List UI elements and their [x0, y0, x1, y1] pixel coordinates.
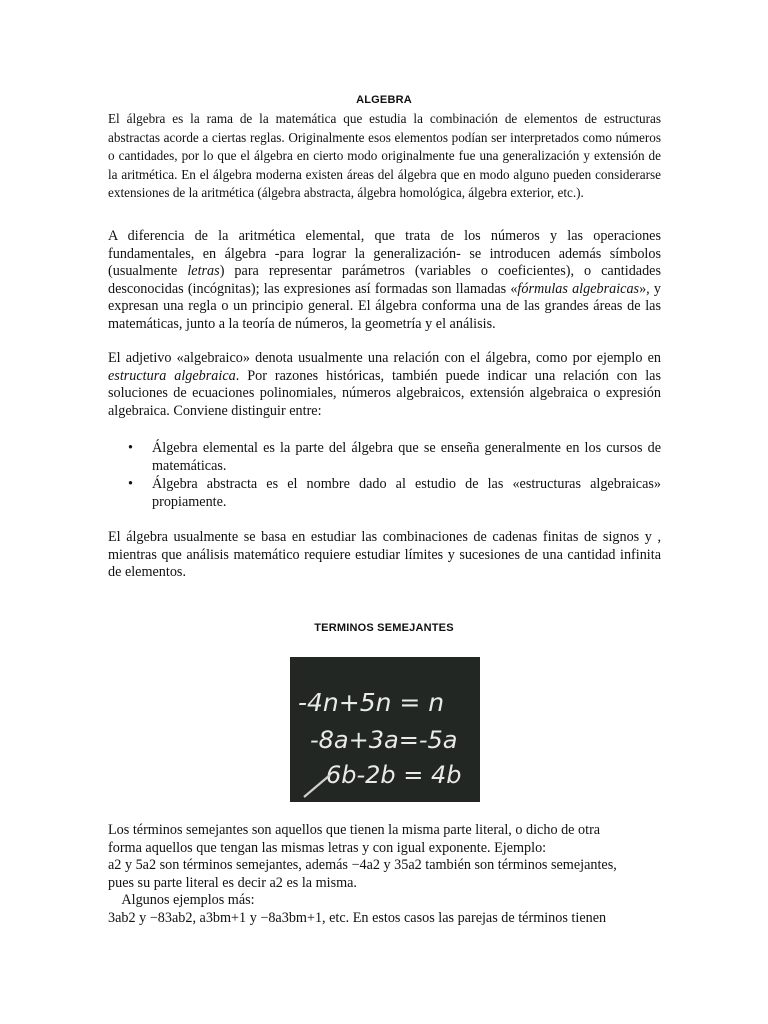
- tail-line-3: a2 y 5a2 son términos semejantes, además −4a2 y 35a2 también son términos semejantes,: [108, 857, 617, 873]
- list-item: [108, 440, 661, 475]
- blackboard-line-2: -8a+3a=-5a: [310, 726, 458, 754]
- blackboard-line-1: -4n+5n = n: [298, 688, 445, 717]
- blackboard-image: [290, 657, 480, 802]
- intro-paragraph-1: El álgebra es la rama de la matemática que estudia la combinación de elementos de estructuras abstractas acorde a ciertas reglas. Originalmente esos elementos podían ser interpretados como números o cantidades, por lo que el álgebra en cierto modo originalmente fue una generalización y extensión de la aritmética. En el álgebra moderna existen áreas del álgebra que en modo alguno pueden considerarse extensiones de la aritmética (álgebra abstracta, álgebra homológica, álgebra exterior, etc.).: [108, 111, 661, 200]
- intro-paragraph-2: [108, 228, 661, 333]
- algebra-heading: ALGEBRA: [356, 94, 412, 106]
- estructura-italic: estructura algebraica: [108, 367, 236, 384]
- intro-p2-text-a: A diferencia de la aritmética elemental, que trata de los números y las operaciones fundamentales, en álgebra -para lograr la generalización- se introducen además símbolos (usualmente: [108, 228, 661, 279]
- p3-text-a: El adjetivo «algebraico» denota usualmente una relación con el álgebra, como por ejemplo en: [108, 350, 661, 366]
- adjective-paragraph: [108, 350, 661, 420]
- tail-line-1: Los términos semejantes son aquellos que tienen la misma parte literal, o dicho de otra: [108, 822, 601, 838]
- combinations-paragraph: El álgebra usualmente se basa en estudiar las combinaciones de cadenas finitas de signos y , mientras que análisis matemático requiere estudiar límites y sucesiones de una cantidad infinita de elementos.: [108, 529, 661, 580]
- intro-p2-text-c: », y expresan una regla o un principio general. El álgebra conforma una de las grandes áreas de las matemáticas, junto a la teoría de números, la geometría y el análisis.: [108, 280, 661, 332]
- formulas-italic: fórmulas algebraicas: [517, 280, 640, 297]
- list-item-text: Álgebra elemental es la parte del álgebra que se enseña generalmente en los cursos de matemáticas.: [152, 440, 661, 474]
- algebra-types-list: [108, 440, 661, 512]
- blackboard-line-3: 6b-2b = 4b: [326, 761, 462, 789]
- bullet-dot-icon: •: [128, 476, 133, 492]
- p3-text-b: . Por razones históricas, también puede indicar una relación con las soluciones de ecuaciones polinomiales, números algebraicos, extensión algebraica o expresión algebraica. Conviene distinguir entre:: [108, 367, 661, 419]
- blackboard-drawing: [290, 657, 480, 802]
- tail-line-5: Algunos ejemplos más:: [108, 892, 255, 908]
- tail-line-6: 3ab2 y −83ab2, a3bm+1 y −8a3bm+1, etc. En estos casos las parejas de términos tienen: [108, 909, 607, 926]
- list-item: [108, 476, 661, 511]
- similar-terms-text: [108, 822, 668, 927]
- terminos-heading: TERMINOS SEMEJANTES: [314, 622, 454, 634]
- list-item-text: Álgebra abstracta es el nombre dado al estudio de las «estructuras algebraicas» propiamente.: [152, 476, 661, 510]
- bullet-dot-icon: •: [128, 440, 133, 456]
- intro-p2-text-b: ) para representar parámetros (variables o coeficientes), o cantidades desconocidas (incógnitas); las expresiones así formadas son llamadas «: [108, 263, 661, 297]
- tail-line-2: forma aquellos que tengan las mismas letras y con igual exponente. Ejemplo:: [108, 839, 547, 856]
- letras-italic: letras: [187, 263, 220, 279]
- tail-line-4: pues su parte literal es decir a2 es la misma.: [108, 874, 357, 891]
